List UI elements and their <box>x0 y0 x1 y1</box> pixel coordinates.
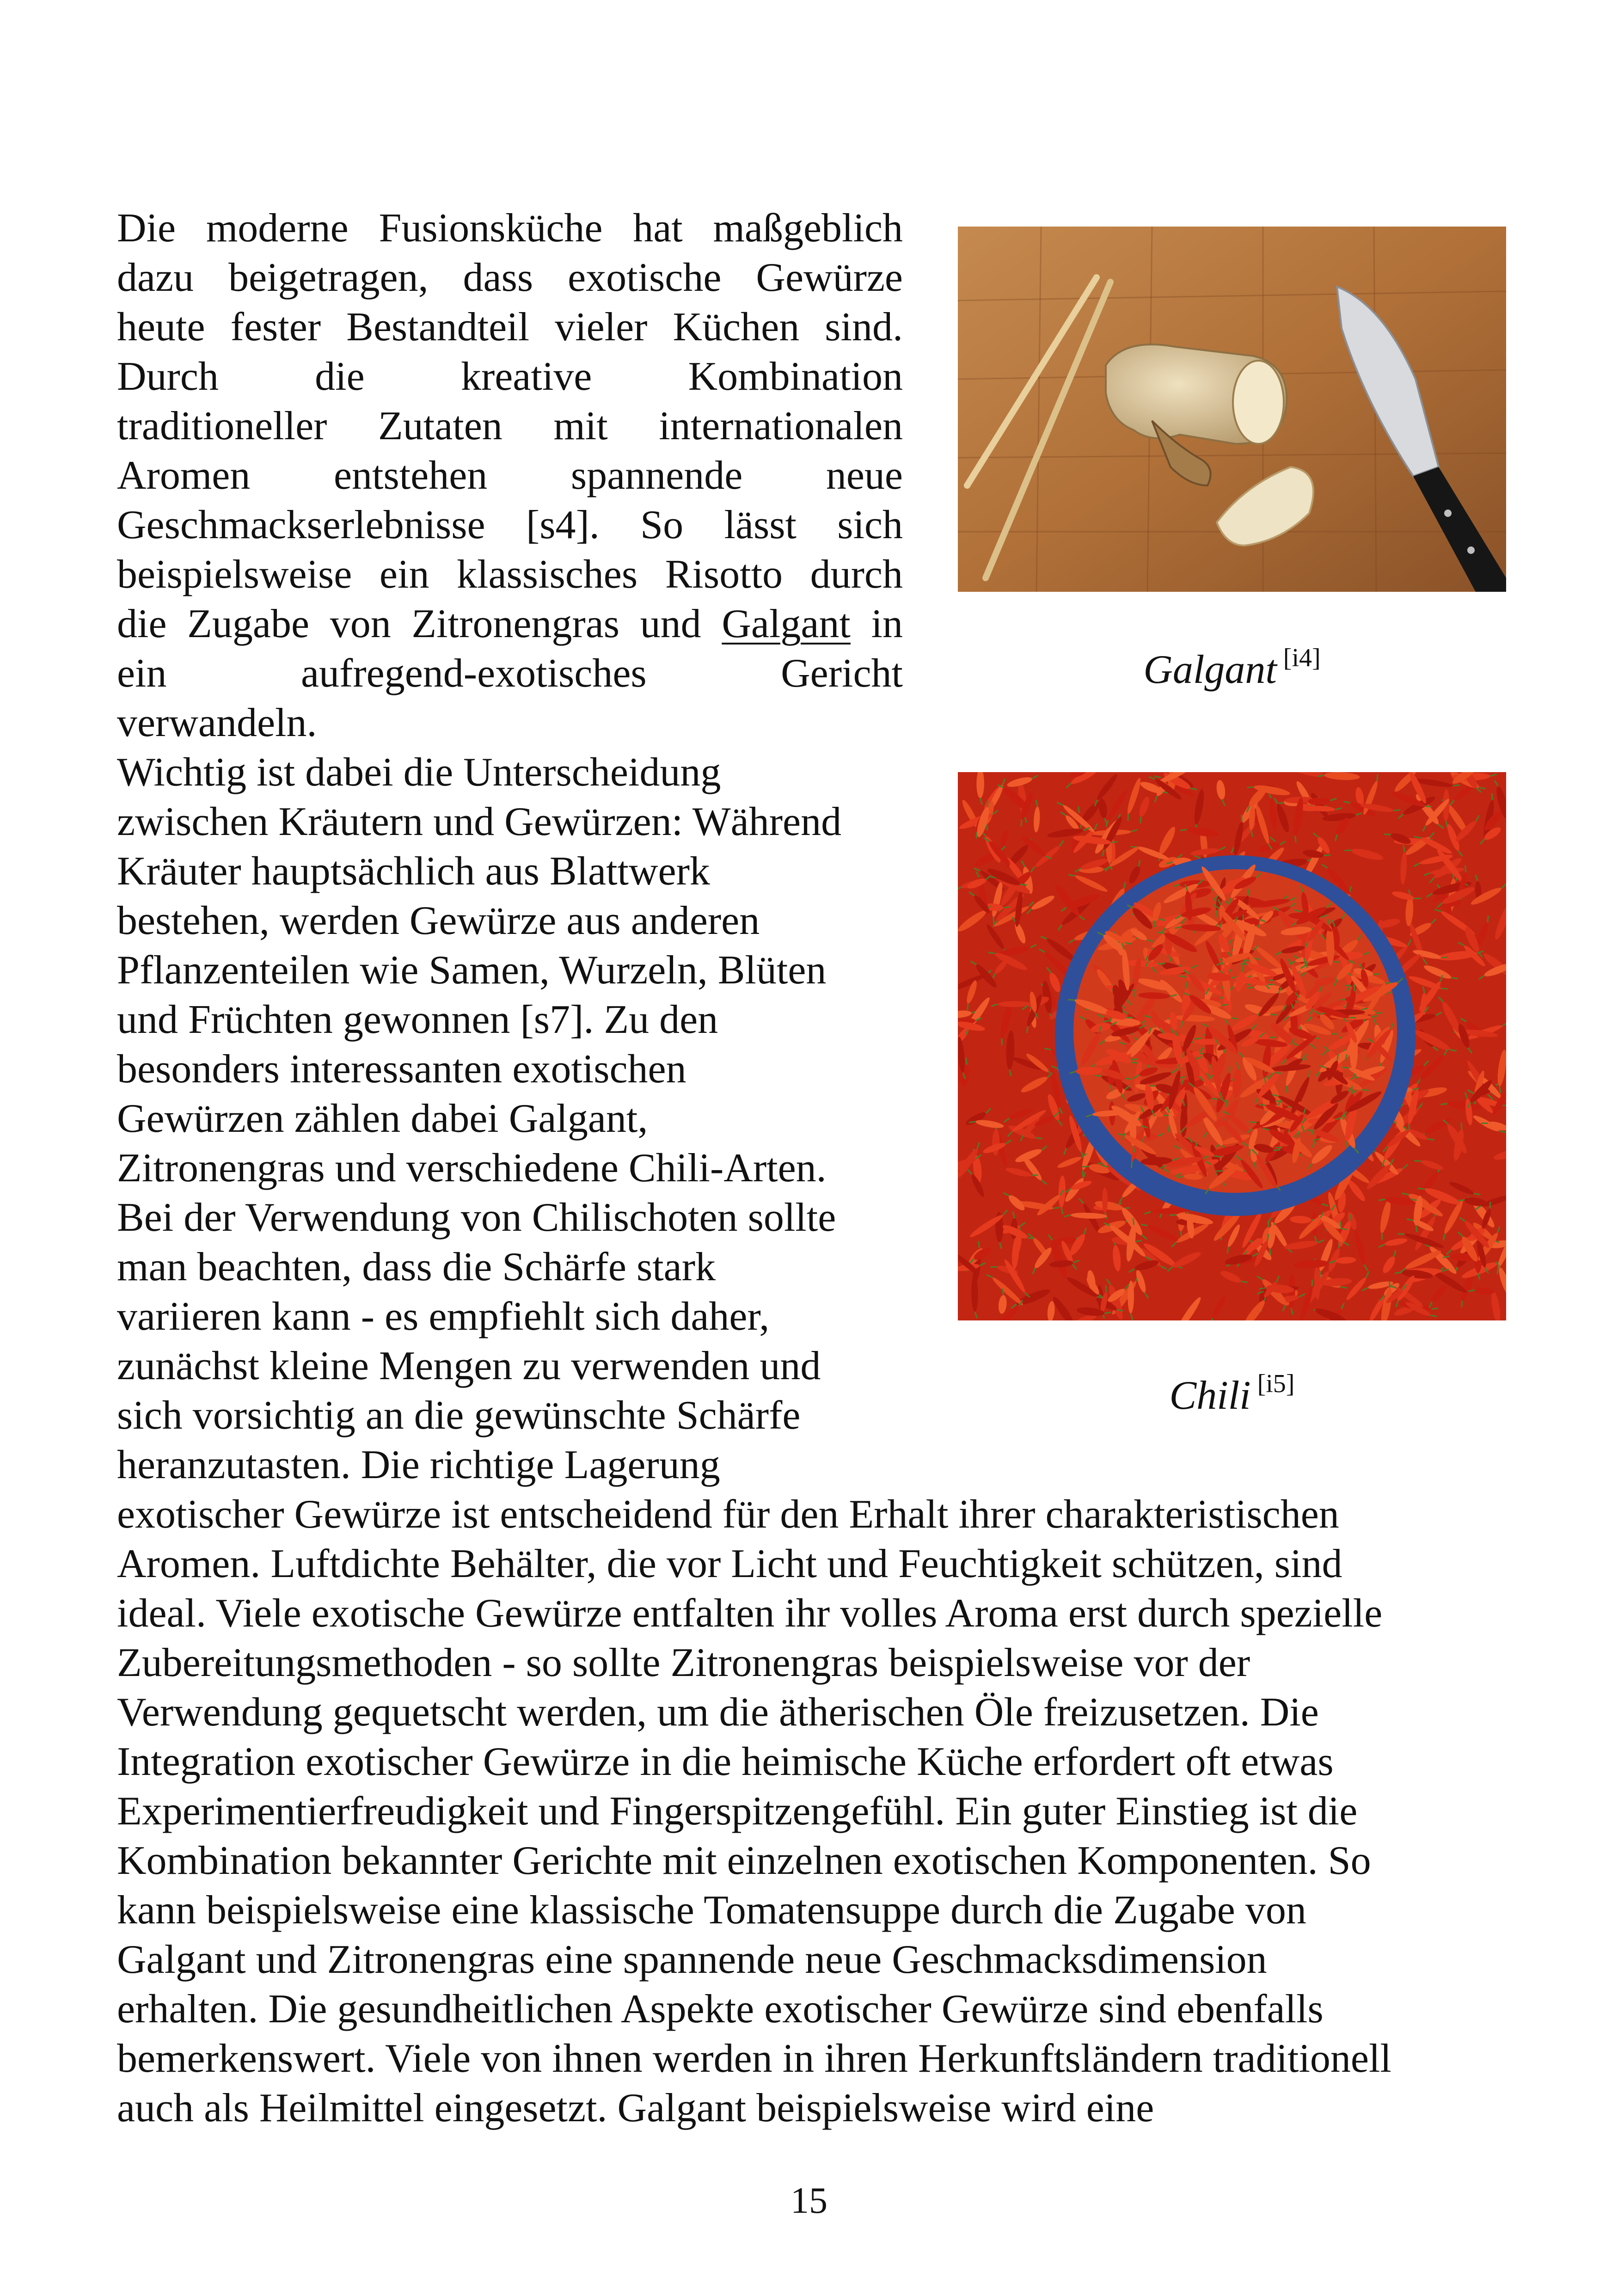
text-line: ein aufregend-exotisches Gericht <box>117 651 903 696</box>
text-line: und Früchten gewonnen [s7]. Zu den <box>117 997 718 1042</box>
text-line: kann beispielsweise eine klassische Tomatensuppe durch die Zugabe von <box>117 1888 1306 1933</box>
text-line: sich vorsichtig an die gewünschte Schärfe <box>117 1393 801 1438</box>
text-line: bestehen, werden Gewürze aus anderen <box>117 898 760 943</box>
text-line: Kräuter hauptsächlich aus Blattwerk <box>117 849 710 894</box>
text-line: man beachten, dass die Schärfe stark <box>117 1245 716 1289</box>
text-line: Integration exotischer Gewürze in die heimische Küche erfordert oft etwas <box>117 1739 1334 1784</box>
image-reference[interactable]: [i4] <box>1283 644 1321 672</box>
text-line: Experimentierfreudigkeit und Fingerspitzengefühl. Ein guter Einstieg ist die <box>117 1789 1358 1834</box>
chili-photo <box>958 772 1506 1320</box>
text-line: verwandeln. <box>117 700 317 745</box>
text-line: exotischer Gewürze ist entscheidend für den Erhalt ihrer charakteristischen <box>117 1492 1339 1537</box>
text-line: Verwendung gequetscht werden, um die ätherischen Öle freizusetzen. Die <box>117 1690 1319 1735</box>
text-line: bemerkenswert. Viele von ihnen werden in ihren Herkunftsländern traditionell <box>117 2036 1391 2081</box>
caption-text: Galgant <box>1143 647 1277 692</box>
chili-caption <box>958 1359 1506 1420</box>
text-line: Zubereitungsmethoden - so sollte Zitronengras beispielsweise vor der <box>117 1640 1250 1685</box>
text-line: dazu beigetragen, dass exotische Gewürze <box>117 255 903 300</box>
text-line: Geschmackserlebnisse [s4]. So lässt sich <box>117 503 903 547</box>
text-line: besonders interessanten exotischen <box>117 1047 686 1092</box>
text-line: Galgant und Zitronengras eine spannende neue Geschmacksdimension <box>117 1937 1267 1982</box>
text-line: Wichtig ist dabei die Unterscheidung <box>117 750 721 795</box>
text-line: Aromen. Luftdichte Behälter, die vor Licht und Feuchtigkeit schützen, sind <box>117 1541 1342 1586</box>
text-line: zwischen Kräutern und Gewürzen: Während <box>117 799 842 844</box>
underlined-term[interactable]: Galgant <box>722 602 851 646</box>
text-line: Bei der Verwendung von Chilischoten sollte <box>117 1195 836 1240</box>
text-line: beispielsweise ein klassisches Risotto durch <box>117 552 903 597</box>
text-line: traditioneller Zutaten mit internationalen <box>117 404 903 448</box>
text-line: auch als Heilmittel eingesetzt. Galgant beispielsweise wird eine <box>117 2086 1154 2130</box>
text-line: Gewürzen zählen dabei Galgant, <box>117 1096 648 1141</box>
text-line: variieren kann - es empfiehlt sich daher, <box>117 1294 770 1339</box>
text-line: Die moderne Fusionsküche hat maßgeblich <box>117 206 903 251</box>
text-line: Pflanzenteilen wie Samen, Wurzeln, Blüten <box>117 948 827 993</box>
text-line: Aromen entstehen spannende neue <box>117 453 903 498</box>
text-line: Kombination bekannter Gerichte mit einzelnen exotischen Komponenten. So <box>117 1838 1371 1883</box>
text-line: die Zugabe von Zitronengras und Galgant in <box>117 602 903 646</box>
text-line: heranzutasten. Die richtige Lagerung <box>117 1443 720 1487</box>
galgant-photo <box>958 227 1506 592</box>
text-line: Durch die kreative Kombination <box>117 354 903 399</box>
text-line: zunächst kleine Mengen zu verwenden und <box>117 1344 821 1388</box>
text-line: Zitronengras und verschiedene Chili-Arten. <box>117 1146 827 1191</box>
text-line: ideal. Viele exotische Gewürze entfalten ihr volles Aroma erst durch spezielle <box>117 1591 1383 1636</box>
page-number: 15 <box>791 2180 827 2221</box>
image-reference[interactable]: [i5] <box>1257 1369 1295 1398</box>
text-line: heute fester Bestandteil vieler Küchen sind. <box>117 305 903 350</box>
text-line: erhalten. Die gesundheitlichen Aspekte exotischer Gewürze sind ebenfalls <box>117 1987 1324 2032</box>
caption-text: Chili <box>1169 1373 1251 1418</box>
galgant-caption <box>958 633 1506 694</box>
